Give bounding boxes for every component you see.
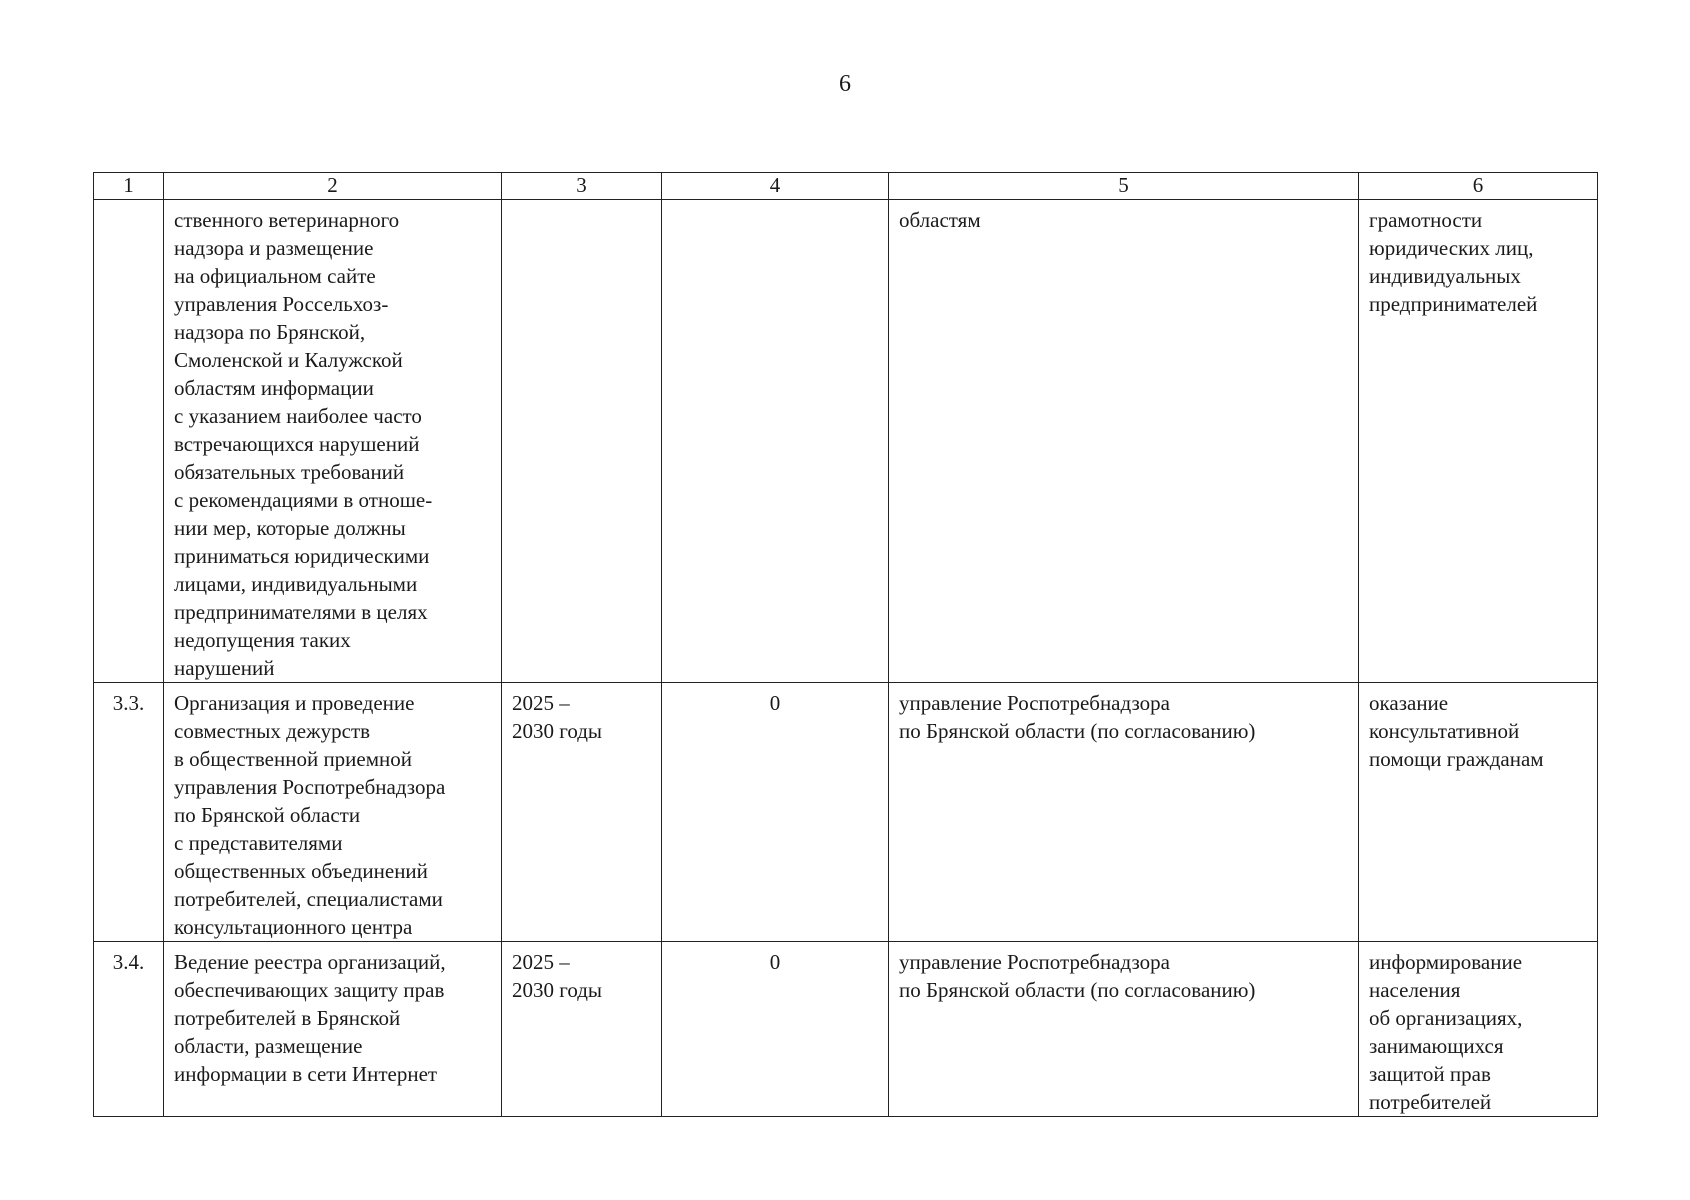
- column-header-1: 1: [94, 173, 164, 200]
- executor-cell: [889, 683, 1359, 942]
- executor-cell: [889, 942, 1359, 1117]
- funding-cell: 0: [662, 683, 889, 942]
- measures-table: [93, 172, 1598, 1117]
- result-cell: [1359, 683, 1598, 942]
- row-number: [94, 200, 164, 683]
- executor-text: управление Роспотребнадзора по Брянской области (по согласованию): [899, 950, 1256, 1002]
- funding-cell: 0: [662, 942, 889, 1117]
- column-header-5: 5: [889, 173, 1359, 200]
- result-text: информирование населения об организациях, занимающихся защитой прав потребителей: [1369, 950, 1523, 1114]
- period-cell: [502, 683, 662, 942]
- column-header-6: 6: [1359, 173, 1598, 200]
- result-text: грамотности юридических лиц, индивидуальных предпринимателей: [1369, 208, 1538, 316]
- event-cell: [164, 683, 502, 942]
- event-text: Ведение реестра организаций, обеспечивающих защиту прав потребителей в Брянской области, размещение информации в сети Интернет: [174, 950, 446, 1086]
- row-number: 3.3.: [94, 683, 164, 942]
- executor-text: областям: [899, 208, 981, 232]
- funding-cell: [662, 200, 889, 683]
- table-header-row: [94, 173, 1598, 200]
- event-text: Организация и проведение совместных дежурств в общественной приемной управления Роспотребнадзора по Брянской области с представителями общественных объединений потребителей, специалистами консультационного центра: [174, 691, 446, 939]
- column-header-3: 3: [502, 173, 662, 200]
- page-number: 6: [839, 71, 851, 97]
- period-cell: [502, 942, 662, 1117]
- result-cell: [1359, 200, 1598, 683]
- table-row: [94, 942, 1598, 1117]
- table-row: [94, 200, 1598, 683]
- table-row: [94, 683, 1598, 942]
- period-text: 2025 – 2030 годы: [512, 691, 603, 743]
- executor-text: управление Роспотребнадзора по Брянской области (по согласованию): [899, 691, 1256, 743]
- executor-cell: [889, 200, 1359, 683]
- row-number: 3.4.: [94, 942, 164, 1117]
- event-text: ственного ветеринарного надзора и размещение на официальном сайте управления Россельхоз- надзора по Брянской, Смоленской и Калужской областям информации с указанием наиболее часто встречающихся нарушений обязательных требований с рекомендациями в отноше- нии мер, которые должны приниматься юридическими лицами, индивидуальными предпринимателями в целях недопущения таких нарушений: [174, 208, 433, 680]
- column-header-2: 2: [164, 173, 502, 200]
- period-text: 2025 – 2030 годы: [512, 950, 603, 1002]
- period-text: [512, 200, 651, 206]
- result-cell: [1359, 942, 1598, 1117]
- event-cell: [164, 200, 502, 683]
- period-cell: [502, 200, 662, 683]
- column-header-4: 4: [662, 173, 889, 200]
- result-text: оказание консультативной помощи гражданам: [1369, 691, 1544, 771]
- event-cell: [164, 942, 502, 1117]
